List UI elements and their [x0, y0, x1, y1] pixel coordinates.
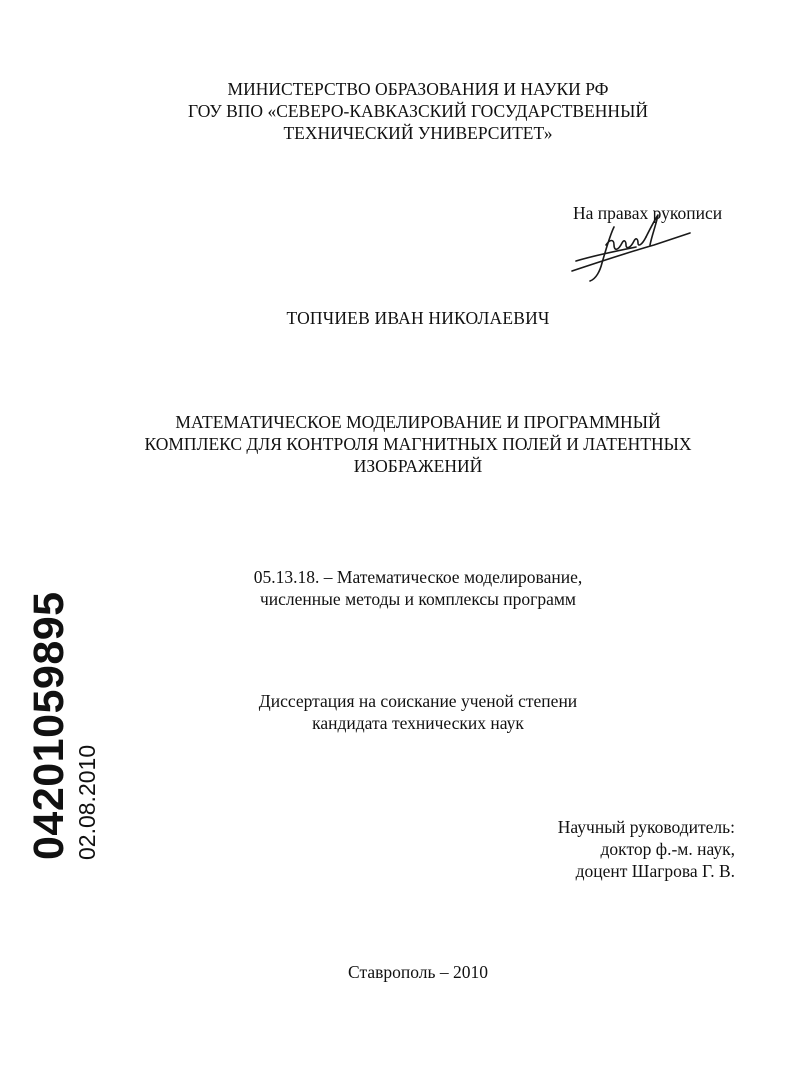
author-name: ТОПЧИЕВ ИВАН НИКОЛАЕВИЧ [286, 308, 550, 328]
title-line-3: ИЗОБРАЖЕНИЙ [353, 456, 483, 476]
title-line-1: МАТЕМАТИЧЕСКОЕ МОДЕЛИРОВАНИЕ И ПРОГРАММНЫЙ [175, 412, 661, 432]
degree-line-2: кандидата технических наук [312, 713, 524, 733]
header-line-ministry: МИНИСТЕРСТВО ОБРАЗОВАНИЯ И НАУКИ РФ [227, 79, 609, 99]
specialty-line-2: численные методы и комплексы программ [260, 589, 576, 609]
degree-statement [22, 690, 792, 734]
signature [566, 205, 696, 283]
title-line-2: КОМПЛЕКС ДЛЯ КОНТРОЛЯ МАГНИТНЫХ ПОЛЕЙ И ЛАТЕНТНЫХ [144, 434, 692, 454]
header-line-university: ГОУ ВПО «СЕВЕРО-КАВКАЗСКИЙ ГОСУДАРСТВЕННЫЙ [188, 101, 648, 121]
library-stamp [24, 591, 100, 860]
degree-line-1: Диссертация на соискание ученой степени [258, 691, 578, 711]
specialty-code [22, 566, 792, 610]
stamp-number: 04201059895 [25, 591, 73, 860]
header-line-university-cont: ТЕХНИЧЕСКИЙ УНИВЕРСИТЕТ» [283, 123, 553, 143]
supervisor-line-1: Научный руководитель: [557, 817, 735, 837]
supervisor-line-2: доктор ф.-м. наук, [600, 839, 735, 859]
stamp-date: 02.08.2010 [74, 744, 100, 860]
manuscript-rights-note: На правах рукописи [573, 203, 723, 223]
institution-header [22, 78, 792, 144]
specialty-line-1: 05.13.18. – Математическое моделирование, [253, 567, 583, 587]
dissertation-title [22, 411, 792, 477]
scan-speck [739, 1072, 742, 1078]
supervisor-line-3: доцент Шагрова Г. В. [575, 861, 735, 881]
city-year: Ставрополь – 2010 [348, 962, 488, 982]
scientific-supervisor [558, 816, 735, 882]
